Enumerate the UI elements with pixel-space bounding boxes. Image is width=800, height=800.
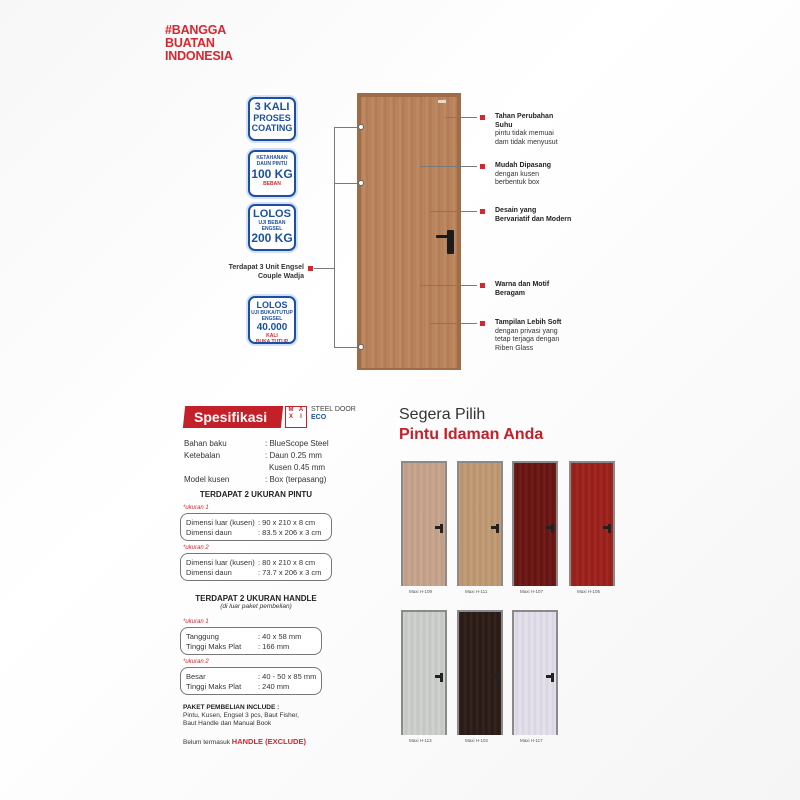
door-tile-caption: Maxi H-117	[520, 738, 543, 743]
bullet-square	[480, 115, 485, 120]
exclude-prefix: Belum termasuk	[183, 739, 230, 746]
paket-section	[183, 704, 343, 728]
headline-line: BUATAN	[165, 36, 215, 50]
callout-line: Beragam	[495, 289, 525, 297]
dim-key: Tinggi Maks Plat	[186, 642, 242, 651]
badge-text: UJI BEBAN	[258, 220, 286, 226]
dim-value: : 90 x 210 x 8 cm	[258, 518, 316, 527]
callout-title: Desain yang	[495, 207, 537, 214]
handle-subtitle: (di luar paket pembelian)	[220, 603, 292, 610]
dim-value: : 40 x 58 mm	[258, 632, 302, 641]
badge-text: BUKA TUTUP	[255, 339, 289, 344]
exclude-text: HANDLE (EXCLUDE)	[231, 737, 306, 746]
spec-value: : BlueScope Steel	[265, 439, 329, 448]
badge-text: 100 KG	[251, 167, 293, 181]
spec-label: Model kusen	[184, 475, 230, 484]
dim-value: : 80 x 210 x 8 cm	[258, 558, 316, 567]
callout-line: berbentuk box	[495, 179, 540, 186]
door-tile[interactable]	[459, 463, 501, 586]
size-label: *ukuran 2	[183, 545, 209, 551]
callout-line: Bervariatif dan Modern	[495, 215, 572, 223]
callout-title: Tampilan Lebih Soft	[495, 319, 562, 326]
maxi-letter: A	[298, 407, 304, 413]
dim-key: Tinggi Maks Plat	[186, 682, 242, 691]
callout-dipasang	[495, 162, 551, 188]
headline-line: #BANGGA	[165, 23, 227, 37]
badge-text: COATING	[251, 123, 293, 133]
connector-line	[314, 268, 334, 269]
connector-line	[445, 117, 477, 118]
pintu-heading: Pintu Idaman Anda	[399, 426, 544, 443]
dim-key: Dimensi daun	[186, 568, 232, 577]
callout-line: Suhu	[495, 121, 513, 129]
callout-line: dengan privasi yang	[495, 327, 558, 335]
dim-key: Dimensi daun	[186, 528, 232, 537]
badge-text: KALI	[266, 333, 278, 339]
dim-key: Dimensi luar (kusen)	[186, 558, 255, 567]
dim-key: Besar	[186, 672, 206, 681]
size-label: *ukuran 1	[183, 505, 209, 511]
handle-label: *ukuran 2	[183, 659, 209, 665]
spec-label: Bahan baku	[184, 439, 227, 448]
paket-line: Pintu, Kusen, Engsel 3 pcs, Baut Fisher,	[183, 712, 299, 719]
callout-line: pintu tidak memuai	[495, 130, 554, 137]
spec-value: : Daun 0.25 mm	[265, 451, 322, 460]
badge-text: BEBAN	[263, 181, 281, 187]
door-handle-plate	[447, 230, 454, 254]
door-tile-caption: Maxi H-109	[409, 589, 433, 594]
spec-row	[184, 451, 220, 460]
spec-row	[184, 475, 229, 484]
badge-text: PROSES	[253, 113, 291, 123]
brand-text	[311, 406, 356, 422]
door-tile-caption: Maxi H-105	[577, 589, 601, 594]
hinge-dot	[358, 180, 364, 186]
connector-line	[430, 211, 477, 212]
door-tile[interactable]	[403, 612, 445, 735]
callout-line: Couple Wadja	[257, 272, 304, 280]
badge-text: KETAHANAN	[256, 155, 288, 161]
handle-title: TERDAPAT 2 UKURAN HANDLE	[195, 594, 317, 603]
badge-text: UJI BUKA/TUTUP	[251, 310, 293, 316]
connector-line	[430, 323, 477, 324]
maxi-letter: I	[300, 414, 302, 420]
callout-warna	[495, 281, 549, 298]
callout-line: dengan kusen	[495, 170, 539, 178]
segera-heading: Segera Pilih	[399, 406, 486, 423]
sizes-title: TERDAPAT 2 UKURAN PINTU	[199, 490, 313, 499]
spec-row	[184, 439, 227, 448]
maxi-logo	[285, 406, 307, 428]
door-tile-handle	[546, 675, 552, 678]
brand-line: STEEL DOOR	[311, 406, 356, 413]
bullet-square	[480, 321, 485, 326]
dim-value: : 166 mm	[258, 642, 290, 651]
door-tile[interactable]	[571, 463, 613, 586]
callout-desain	[495, 207, 571, 224]
badge-text: ENGSEL	[261, 316, 283, 322]
headline	[165, 24, 233, 63]
dim-value: : 40 - 50 x 85 mm	[258, 672, 317, 681]
callout-suhu	[495, 113, 558, 147]
door-handle-lever	[436, 235, 449, 238]
door-logo	[438, 100, 446, 103]
hinge-dot	[358, 124, 364, 130]
spec-value: Kusen 0.45 mm	[269, 463, 326, 472]
badge-text: 200 KG	[251, 231, 293, 245]
dim-key: Dimensi luar (kusen)	[186, 518, 255, 527]
brand-eco: ECO	[311, 414, 327, 421]
callout-tampilan	[495, 319, 561, 353]
door-tile-caption: Maxi H-111	[465, 589, 488, 594]
maxi-letter: X	[288, 414, 293, 420]
spec-value: : Box (terpasang)	[265, 475, 327, 484]
connector-line	[334, 127, 335, 348]
door-tile-caption: Maxi H-107	[520, 589, 544, 594]
bullet-square	[480, 283, 485, 288]
headline-line: INDONESIA	[165, 49, 233, 63]
door-tile[interactable]	[514, 463, 556, 586]
callout-line: Riben Glass	[495, 344, 534, 352]
callout-line: tetap terjaga dengan	[495, 336, 560, 343]
badge-engsel-200	[248, 204, 296, 251]
door-tile-handle	[546, 526, 552, 529]
badge-text: DAUN PINTU	[256, 161, 288, 167]
callout-title: Mudah Dipasang	[495, 162, 552, 169]
dim-value: : 83.5 x 206 x 3 cm	[258, 528, 322, 537]
badge-text: 40.000	[256, 322, 288, 333]
dim-value: : 240 mm	[258, 682, 290, 691]
badge-text: LOLOS	[253, 208, 291, 220]
door-tile[interactable]	[459, 612, 501, 735]
badge-text: LOLOS	[256, 300, 288, 310]
door-image	[361, 97, 457, 368]
callout-title: Warna dan Motif	[495, 281, 550, 288]
callout-line: Terdapat 3 Unit Engsel	[228, 264, 304, 271]
paket-line: Baut Handle dan Manual Book	[183, 720, 272, 727]
door-tile[interactable]	[403, 463, 445, 586]
door-tile-handle	[491, 675, 497, 678]
badge-engsel-40000	[248, 296, 296, 344]
exclude-note	[183, 738, 306, 747]
door-tile[interactable]	[514, 612, 556, 735]
door-tile-handle	[491, 526, 497, 529]
door-tile-caption: Maxi H-102	[465, 738, 489, 743]
badge-ketahanan	[248, 150, 296, 197]
door-tile-handle	[435, 526, 441, 529]
connector-line	[420, 285, 477, 286]
dim-key: Tanggung	[186, 632, 219, 641]
dim-value: : 73.7 x 206 x 3 cm	[258, 568, 322, 577]
maxi-letter: M	[288, 407, 294, 413]
door-tile-caption: Maxi H-113	[409, 738, 432, 743]
bullet-square	[480, 209, 485, 214]
spec-title	[183, 406, 283, 428]
left-callout	[218, 264, 304, 281]
badge-text: ENGSEL	[261, 226, 283, 232]
bullet-square	[308, 266, 313, 271]
bullet-square	[480, 164, 485, 169]
callout-title: Tahan Perubahan	[495, 113, 554, 120]
badge-coating	[248, 97, 296, 141]
handle-label: *ukuran 1	[183, 619, 209, 625]
door-tile-handle	[603, 526, 609, 529]
callout-line: dam tidak menyusut	[495, 138, 558, 146]
badge-text: 3 KALI	[254, 101, 290, 113]
connector-line	[420, 166, 477, 167]
hinge-dot	[358, 344, 364, 350]
paket-title: PAKET PEMBELIAN INCLUDE :	[183, 704, 280, 711]
spec-title-text: Spesifikasi	[194, 409, 268, 425]
door-tile-handle	[435, 675, 441, 678]
spec-label: Ketebalan	[184, 451, 221, 460]
